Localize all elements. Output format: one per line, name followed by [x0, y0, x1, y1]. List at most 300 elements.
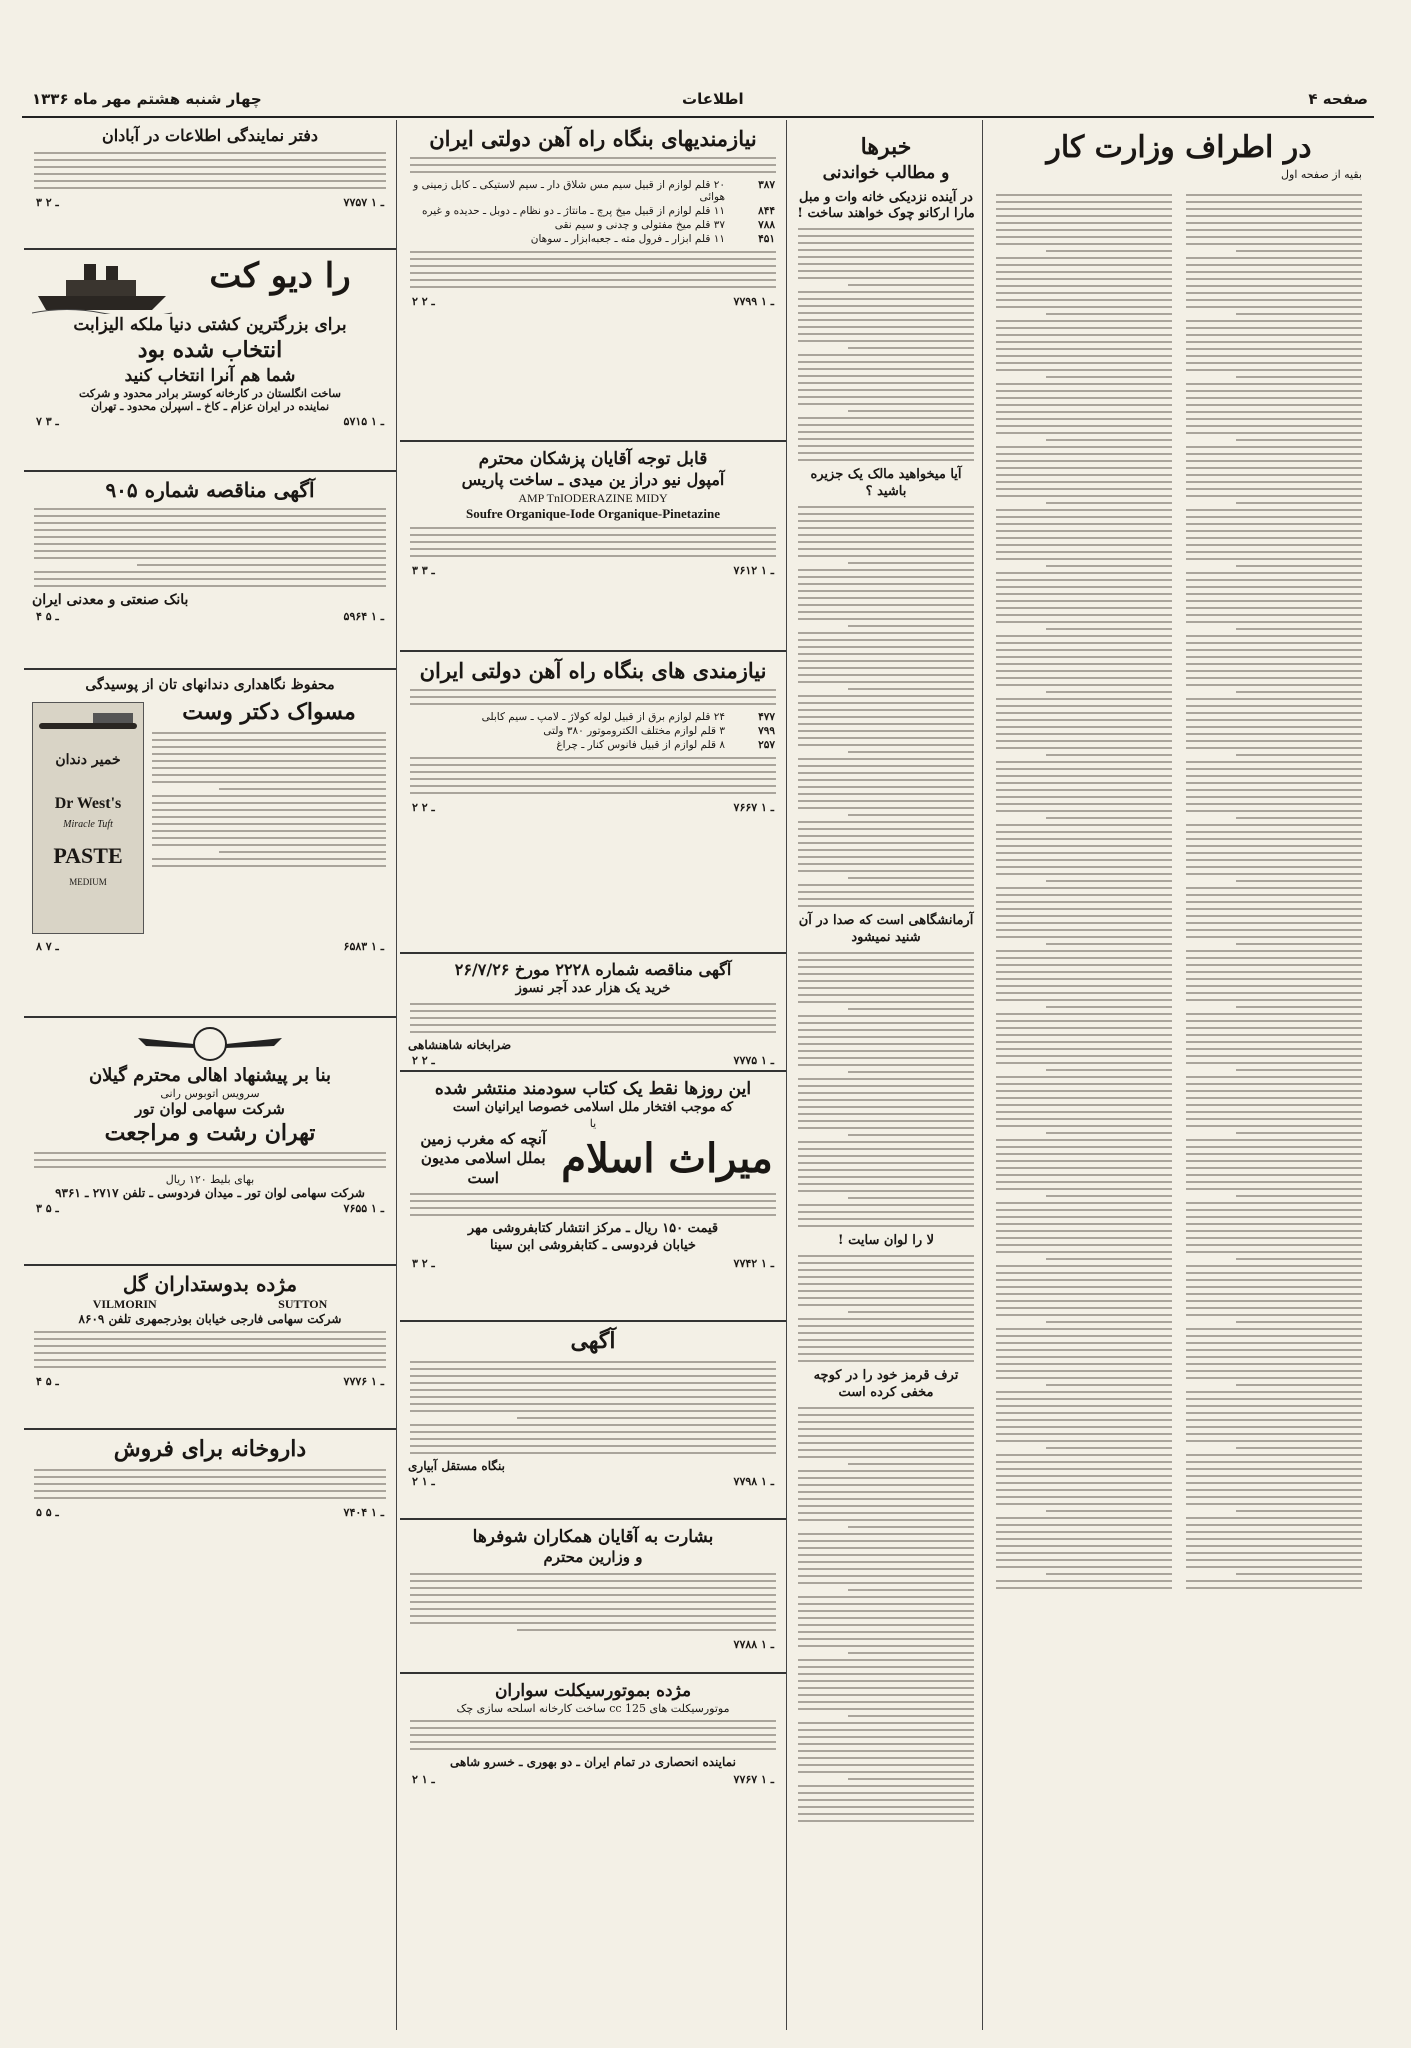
text-line: [1046, 250, 1172, 252]
text-line: [996, 1027, 1172, 1029]
bus-service-ad: [24, 1018, 396, 1266]
text-line: [1236, 250, 1362, 252]
text-line: [1186, 1153, 1362, 1155]
text-line: [798, 1325, 974, 1327]
text-line: [798, 277, 974, 279]
text-line: [34, 1352, 386, 1354]
text-line: [798, 235, 974, 237]
ad-text: [408, 1193, 778, 1216]
text-line: [1236, 1510, 1362, 1512]
book-address: خیابان فردوسی ـ کتابفروشی ابن سینا: [490, 1238, 696, 1254]
text-line: [996, 1370, 1172, 1372]
text-line: [410, 286, 776, 288]
text-line: [848, 1008, 974, 1010]
text-line: [1236, 1258, 1362, 1260]
text-line: [1186, 1398, 1362, 1400]
text-line: [1186, 677, 1362, 679]
toothbrush-brand: مسواک دکتر وست: [182, 699, 356, 726]
text-line: [1186, 509, 1362, 511]
text-line: [996, 1139, 1172, 1141]
text-line: [996, 1293, 1172, 1295]
text-line: [798, 1001, 974, 1003]
text-line: [1046, 1069, 1172, 1071]
text-line: [1186, 607, 1362, 609]
ad-title: قابل توجه آقایان پزشکان محترم: [478, 449, 708, 469]
issue-date: چهار شنبه هشتم مهر ماه ۱۳۳۶: [32, 90, 262, 108]
text-line: [798, 431, 974, 433]
text-line: [848, 814, 974, 816]
article-subtitle: بقیه از صفحه اول: [1281, 168, 1362, 181]
ad-title: مژده بموتورسیکلت سواران: [494, 1681, 692, 1701]
text-line: [1186, 1363, 1362, 1365]
text-line: [152, 830, 386, 832]
text-line: [798, 709, 974, 711]
text-line: [1186, 1300, 1362, 1302]
text-line: [152, 746, 386, 748]
text-line: [1186, 964, 1362, 966]
text-line: [1186, 1475, 1362, 1477]
text-line: [410, 1587, 776, 1589]
text-line: [798, 1484, 974, 1486]
radio-agent: نماینده در ایران عزام ـ کاخ ـ اسپرلن محدود ـ تهران: [90, 399, 330, 413]
text-line: [1186, 460, 1362, 462]
text-line: [848, 284, 974, 286]
text-line: [798, 884, 974, 886]
ad-reference: ۷۷۵۷ ـ ۱: [343, 195, 384, 209]
text-line: [798, 1211, 974, 1213]
text-line: [798, 1806, 974, 1808]
text-line: [1186, 670, 1362, 672]
toothpaste-size: MEDIUM: [69, 877, 107, 888]
pharmacy-sale-ad: [24, 1430, 396, 1548]
story-text: [796, 228, 976, 461]
drug-composition-latin: Soufre Organique-Iode Organique-Pinetazine: [466, 505, 720, 521]
text-line: [34, 1345, 386, 1347]
text-line: [1186, 418, 1362, 420]
text-line: [798, 1218, 974, 1220]
text-line: [798, 994, 974, 996]
text-line: [798, 966, 974, 968]
text-line: [152, 865, 386, 867]
text-line: [1046, 1006, 1172, 1008]
text-line: [1046, 1321, 1172, 1323]
text-line: [798, 793, 974, 795]
text-line: [410, 1580, 776, 1582]
text-line: [996, 782, 1172, 784]
ad-title: دفتر نمایندگی اطلاعات در آبادان: [101, 126, 319, 145]
ad-text: [32, 1331, 388, 1368]
text-line: [1046, 817, 1172, 819]
text-line: [996, 1538, 1172, 1540]
text-line: [996, 992, 1172, 994]
text-line: [1186, 1377, 1362, 1379]
text-line: [1236, 1195, 1362, 1197]
text-line: [798, 1603, 974, 1605]
text-line: [152, 753, 386, 755]
text-line: [798, 1407, 974, 1409]
text-line: [798, 1505, 974, 1507]
text-line: [798, 1155, 974, 1157]
ad-issue-number: ۲ ـ ۱: [412, 1772, 435, 1786]
text-line: [152, 795, 386, 797]
text-line: [1186, 1433, 1362, 1435]
text-line: [1236, 1384, 1362, 1386]
text-line: [1186, 698, 1362, 700]
text-line: [848, 1134, 974, 1136]
text-line: [996, 908, 1172, 910]
text-line: [798, 242, 974, 244]
text-line: [996, 1559, 1172, 1561]
text-line: [1186, 782, 1362, 784]
text-line: [996, 320, 1172, 322]
text-line: [996, 551, 1172, 553]
book-subtitle: آنچه که مغرب زمین بملل اسلامی مدیون است: [420, 1129, 547, 1187]
text-line: [1046, 880, 1172, 882]
text-line: [996, 418, 1172, 420]
item-code: ۴۷۷: [758, 711, 775, 724]
text-line: [34, 1476, 386, 1478]
ad-reference: ۷۴۰۴ ـ ۱: [343, 1505, 384, 1519]
column-divider: [396, 120, 397, 2030]
text-line: [798, 1442, 974, 1444]
text-line: [1186, 1489, 1362, 1491]
text-line: [798, 821, 974, 823]
column-divider: [786, 120, 787, 2030]
text-line: [798, 354, 974, 356]
radio-brand: را دیو کت: [209, 256, 351, 296]
text-line: [1186, 684, 1362, 686]
text-line: [996, 1377, 1172, 1379]
text-line: [798, 548, 974, 550]
text-line: [798, 1743, 974, 1745]
text-line: [996, 1566, 1172, 1568]
text-line: [34, 536, 386, 538]
text-line: [848, 562, 974, 564]
text-line: [996, 1349, 1172, 1351]
text-line: [1236, 1069, 1362, 1071]
text-line: [996, 1216, 1172, 1218]
text-line: [1186, 1482, 1362, 1484]
text-line: [1186, 1244, 1362, 1246]
text-line: [1186, 1566, 1362, 1568]
text-line: [1186, 1146, 1362, 1148]
text-line: [137, 564, 386, 566]
toothpaste-farsi: خمیر دندان: [55, 752, 121, 769]
text-line: [798, 1106, 974, 1108]
text-line: [798, 828, 974, 830]
text-line: [1186, 1216, 1362, 1218]
text-line: [152, 858, 386, 860]
text-line: [1186, 803, 1362, 805]
item-code: ۲۵۷: [758, 739, 775, 752]
text-line: [798, 534, 974, 536]
text-line: [996, 1041, 1172, 1043]
ad-agent: نماینده انحصاری در تمام ایران ـ دو بهوری ـ خسرو شاهی: [450, 1755, 736, 1770]
text-line: [410, 258, 776, 260]
text-line: [1186, 908, 1362, 910]
text-line: [798, 298, 974, 300]
header-rule: [22, 116, 1374, 118]
text-line: [410, 785, 776, 787]
text-line: [1186, 1391, 1362, 1393]
text-line: [996, 978, 1172, 980]
text-line: [1186, 355, 1362, 357]
text-line: [34, 585, 386, 587]
text-line: [1186, 1013, 1362, 1015]
text-line: [152, 781, 386, 783]
text-line: [1186, 1230, 1362, 1232]
text-line: [996, 1419, 1172, 1421]
article-title: در اطراف وزارت کار: [1046, 130, 1312, 165]
text-line: [34, 1469, 386, 1471]
text-line: [996, 1118, 1172, 1120]
text-line: [996, 558, 1172, 560]
text-line: [996, 1412, 1172, 1414]
text-line: [798, 333, 974, 335]
seed-phone: شرکت سهامی فارجی خیابان بوذرجمهری تلفن ۸۶۰۹: [78, 1312, 342, 1326]
text-line: [798, 1120, 974, 1122]
text-line: [1236, 1573, 1362, 1575]
ad-signer: بانک صنعتی و معدنی ایران: [32, 592, 189, 608]
text-line: [996, 201, 1172, 203]
text-line: [996, 747, 1172, 749]
text-line: [798, 779, 974, 781]
drug-name-latin: AMP TnIODERAZINE MIDY: [518, 490, 668, 505]
text-line: [798, 417, 974, 419]
ad-reference: ۷۶۶۷ ـ ۱: [733, 801, 774, 815]
text-line: [996, 1167, 1172, 1169]
text-line: [996, 341, 1172, 343]
text-line: [798, 1078, 974, 1080]
text-line: [1186, 796, 1362, 798]
text-line: [1186, 985, 1362, 987]
text-line: [798, 340, 974, 342]
text-line: [996, 649, 1172, 651]
text-line: [996, 355, 1172, 357]
text-line: [798, 1190, 974, 1192]
text-line: [798, 1764, 974, 1766]
text-line: [34, 1483, 386, 1485]
text-line: [798, 870, 974, 872]
ad-signer: ضرابخانه شاهنشاهی: [408, 1037, 512, 1052]
text-line: [410, 1727, 776, 1729]
text-line: [798, 541, 974, 543]
text-line: [1236, 817, 1362, 819]
text-line: [1186, 1419, 1362, 1421]
text-line: [1186, 278, 1362, 280]
text-line: [798, 639, 974, 641]
text-line: [798, 1421, 974, 1423]
text-line: [996, 1230, 1172, 1232]
text-line: [996, 404, 1172, 406]
text-line: [996, 670, 1172, 672]
text-line: [1046, 439, 1172, 441]
text-line: [996, 1517, 1172, 1519]
item-code: ۷۹۹: [758, 725, 775, 738]
text-line: [1186, 1104, 1362, 1106]
toothpaste-brand: Dr West's: [54, 795, 122, 813]
text-line: [410, 1031, 776, 1033]
news-subtitle: و مطالب خواندنی: [822, 162, 950, 183]
text-line: [996, 971, 1172, 973]
text-line: [1186, 929, 1362, 931]
text-line: [1186, 761, 1362, 763]
toothbrush-ad: [24, 670, 396, 1018]
text-line: [152, 732, 386, 734]
item-description: ۸ قلم لوازم از قبیل فانوس کنار ـ چراغ: [556, 739, 725, 752]
ad-title: بنا بر پیشنهاد اهالی محترم گیلان: [88, 1065, 332, 1086]
text-line: [996, 663, 1172, 665]
text-line: [996, 803, 1172, 805]
text-line: [996, 516, 1172, 518]
text-line: [1186, 1111, 1362, 1113]
ad-title: آگهی: [570, 1328, 616, 1354]
radio-ad: [24, 250, 396, 472]
page-number: صفحه ۴: [1308, 90, 1368, 108]
text-line: [996, 1265, 1172, 1267]
text-line: [410, 171, 776, 173]
text-line: [996, 1125, 1172, 1127]
text-line: [798, 765, 974, 767]
text-line: [1186, 558, 1362, 560]
text-line: [1046, 1195, 1172, 1197]
text-line: [996, 775, 1172, 777]
text-line: [1186, 1314, 1362, 1316]
text-line: [798, 618, 974, 620]
text-line: [410, 1200, 776, 1202]
text-line: [798, 576, 974, 578]
text-line: [798, 1428, 974, 1430]
text-line: [798, 597, 974, 599]
text-line: [34, 1166, 386, 1168]
text-line: [1186, 1223, 1362, 1225]
text-line: [1186, 306, 1362, 308]
railway-needs-ad: [400, 120, 786, 442]
ad-reference: ۵۹۶۴ ـ ۱: [343, 610, 384, 623]
text-line: [996, 761, 1172, 763]
text-line: [996, 1188, 1172, 1190]
text-line: [410, 1024, 776, 1026]
text-line: [848, 1311, 974, 1313]
text-line: [996, 1454, 1172, 1456]
text-line: [798, 842, 974, 844]
ad-issue-number: ۸ ـ ۷: [36, 940, 59, 954]
text-line: [996, 544, 1172, 546]
text-line: [1236, 439, 1362, 441]
text-line: [996, 411, 1172, 413]
newspaper-name: اطلاعات: [682, 90, 744, 108]
text-line: [410, 1601, 776, 1603]
text-line: [798, 228, 974, 230]
text-line: [996, 446, 1172, 448]
text-line: [996, 1552, 1172, 1554]
radio-line-1: برای بزرگترین کشتی دنیا ملکه الیزابت: [73, 315, 347, 335]
text-line: [996, 327, 1172, 329]
text-line: [1046, 628, 1172, 630]
tender-905-ad: [24, 472, 396, 670]
text-line: [1186, 474, 1362, 476]
text-line: [1186, 1237, 1362, 1239]
text-line: [996, 215, 1172, 217]
text-line: [34, 578, 386, 580]
bus-company: شرکت سهامی لوان تور: [135, 1100, 285, 1119]
text-line: [1186, 1426, 1362, 1428]
text-line: [996, 264, 1172, 266]
text-line: [410, 696, 776, 698]
ad-text: [408, 157, 778, 173]
text-line: [798, 403, 974, 405]
text-line: [1186, 649, 1362, 651]
text-line: [1186, 1020, 1362, 1022]
text-line: [996, 712, 1172, 714]
text-line: [798, 389, 974, 391]
text-line: [996, 1461, 1172, 1463]
text-line: [798, 1085, 974, 1087]
text-line: [1186, 208, 1362, 210]
text-line: [410, 164, 776, 166]
text-line: [798, 723, 974, 725]
text-line: [798, 716, 974, 718]
page-header: [22, 88, 1374, 118]
text-line: [1186, 1048, 1362, 1050]
text-line: [996, 824, 1172, 826]
text-line: [798, 702, 974, 704]
text-line: [1186, 1167, 1362, 1169]
text-line: [517, 1629, 776, 1631]
text-line: [1186, 733, 1362, 735]
text-line: [996, 1013, 1172, 1015]
text-line: [798, 1435, 974, 1437]
text-line: [798, 1722, 974, 1724]
text-line: [996, 1244, 1172, 1246]
text-line: [410, 792, 776, 794]
motorcycle-ad: [400, 1674, 786, 1822]
text-line: [996, 1440, 1172, 1442]
text-line: [996, 1209, 1172, 1211]
text-line: [1046, 313, 1172, 315]
text-line: [1186, 1468, 1362, 1470]
text-line: [798, 1771, 974, 1773]
text-line: [34, 571, 386, 573]
text-line: [410, 757, 776, 759]
text-line: [996, 1160, 1172, 1162]
text-line: [798, 319, 974, 321]
text-line: [1186, 1545, 1362, 1547]
text-line: [410, 555, 776, 557]
text-line: [1186, 621, 1362, 623]
text-line: [996, 397, 1172, 399]
text-line: [1186, 411, 1362, 413]
ad-issue-number: ۳ ـ ۲: [36, 195, 59, 209]
ad-reference: ۷۶۱۲ ـ ۱: [733, 563, 774, 577]
text-line: [848, 347, 974, 349]
text-line: [798, 1050, 974, 1052]
text-line: [1186, 1034, 1362, 1036]
text-line: [410, 1368, 776, 1370]
item-code: ۸۴۴: [758, 205, 775, 218]
ad-title: بشارت به آقایان همکاران شوفرها: [472, 1527, 714, 1547]
text-line: [1186, 901, 1362, 903]
text-line: [798, 1519, 974, 1521]
text-line: [996, 1342, 1172, 1344]
text-line: [410, 1375, 776, 1377]
text-line: [996, 1405, 1172, 1407]
text-line: [1186, 663, 1362, 665]
ad-tagline: که موجب افتخار ملل اسلامی خصوصا ایرانیان است: [452, 1100, 734, 1116]
text-line: [1186, 1503, 1362, 1505]
ad-issue-number: ۲ ـ ۱: [412, 1474, 435, 1488]
text-line: [1186, 1125, 1362, 1127]
